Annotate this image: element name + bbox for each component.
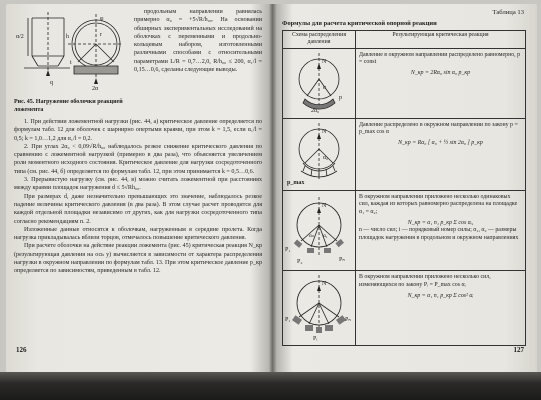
row-formula: N_кр = Rα₀ [ α₀ + ½ sin 2α₀ ] p_кр <box>398 140 483 147</box>
row-formula: N_кр = α₁ n₁ p_кр Σ cos² αᵢ <box>407 293 474 300</box>
reaction-cell-3 <box>356 191 526 271</box>
table-row <box>283 48 526 118</box>
paragraph-4: При размерах d, даже незначительно превышающих это значение, наблюдалось резкое падение величины критического давления (в два раза). В этом случае расчет проводится для каждой отдельной площадки независимо от других, как для нагрузки сосредоточенного типа согласно рекомендациям п. 2. <box>14 193 262 225</box>
column-header-reaction: Результирующая критическая реакция <box>356 31 526 49</box>
scheme-diagram-2 <box>283 118 356 190</box>
svg-text:N: N <box>322 58 327 65</box>
svg-text:Pₙ: Pₙ <box>345 317 351 324</box>
figure-caption: Рис. 45. Нагружение оболочки реакцией ложемента <box>14 99 123 113</box>
svg-text:α/2: α/2 <box>16 34 24 40</box>
reaction-cell-2 <box>356 118 526 190</box>
svg-text:αₙ: αₙ <box>309 233 315 240</box>
svg-text:P₂: P₂ <box>297 259 303 266</box>
svg-text:2α₀: 2α₀ <box>311 107 320 114</box>
page-number-right: 127 <box>513 346 524 354</box>
row-formula: N_кр = α₁ n₁ p_кр Σ cos αᵢ, <box>407 220 474 227</box>
intro-paragraph: продольным направлении равнялась примерно α₀ = +5√R/h₀₀. На основании обширных экспериментальных исследований на оболочках с переменными и продольно-кольцевым набором, изготовленными различными способами с относительными параметрами L/R = 0,7…2,0, R/h₀₀ ≤ 200, α₁/l = 0,15…0,6, сделаны следующие выводы. <box>134 9 262 74</box>
svg-text:Pₙ: Pₙ <box>339 257 345 264</box>
row-description: В окружном направлении приложено несколько одинаковых сил, каждая из которых равномерно распределена на площадке α₁ = α₂; <box>359 194 518 215</box>
row-description: Давление распределено в окружном направлении по закону p = p_max cos α <box>359 121 518 136</box>
svg-text:α₁: α₁ <box>323 233 328 240</box>
svg-text:N: N <box>322 281 327 288</box>
svg-text:α₀: α₀ <box>323 154 329 161</box>
svg-text:Pᵢ: Pᵢ <box>313 336 318 342</box>
reaction-cell-4 <box>356 271 526 345</box>
scan-bottom-edge <box>0 372 541 400</box>
svg-text:N: N <box>322 203 327 210</box>
scheme-diagram-4 <box>283 271 356 345</box>
svg-text:p_max: p_max <box>287 179 305 186</box>
svg-text:N: N <box>322 128 327 135</box>
paragraph-2: 2. При углах 2α₀ < 0,09√R/h₀₀ наблюдалось резкое снижение критического давления по сравнению с ложементной нагрузкой (примерно в два раза), что объясняется увеличением роли моментного исходного состояния. Критическое давление для нагрузки сосредоточенного типа (см. рис. 44, б) определяется по формулам табл. 12, при этом принимается k = 0,5…0,6. <box>14 143 262 175</box>
paragraph-1: 1. При действии ложементной нагрузки (рис. 44, а) критическое давление определяется по формулам табл. 12 для оболочек с шарнирно опертыми краями, при этом k = 1,5, если α₁/l = 0,5; k = 1,0…1,2 для α₁/l = 0,2. <box>14 119 262 142</box>
paragraph-5: Изложенные данные относятся к оболочкам, нагруженным в середине пролета. Когда нагрузка прикладывалась вблизи торцов, отмечалось повышение критического давления. <box>14 226 262 242</box>
svg-text:φ: φ <box>100 16 104 22</box>
svg-text:α: α <box>323 84 327 91</box>
paragraph-3: 3. Прерывистую нагрузку (см. рис. 44, в) можно считать ложементной при расстояниях между краями площадок нагружения d ≤ 5√Rh₀₀. <box>14 177 262 192</box>
svg-text:2α: 2α <box>92 86 99 92</box>
row-description: В окружном направлении приложено несколько сил, изменяющихся по закону Pᵢ = P_max cos αᵢ <box>359 274 491 288</box>
svg-text:p: p <box>339 94 342 101</box>
table-13 <box>282 30 526 346</box>
table-row <box>283 191 526 271</box>
page-number-left: 126 <box>16 346 27 354</box>
svg-text:r: r <box>100 32 102 38</box>
paragraph-6: При расчете оболочки на действие реакции ложемента (рис. 45) критическая реакция N_кр (результирующая давления на ось у) вычисляется в зависимости от характера распределения нагрузки в окружном направлении по формулам табл. 13. При этом критическое давление p_кр определяется по зависимостям, приведенным в табл. 12. <box>14 243 262 275</box>
svg-text:h: h <box>66 34 69 40</box>
scheme-diagram-3 <box>283 191 356 271</box>
left-page <box>12 6 264 368</box>
svg-text:P₁: P₁ <box>285 317 291 324</box>
figure-45 <box>14 8 124 96</box>
table-row <box>283 118 526 190</box>
svg-text:q: q <box>50 80 53 86</box>
row-note: n — число сил; i — порядковый номер силы; α₁, α₂ — размеры площадок нагружения в продольном и окружном направлениях <box>359 227 519 241</box>
table-header-row <box>283 31 526 49</box>
table-label: Таблица 13 <box>492 9 524 16</box>
scheme-diagram-1 <box>283 48 356 118</box>
body-text <box>14 118 262 276</box>
reaction-cell-1 <box>356 48 526 118</box>
row-description: Давление в окружном направлении распределено равномерно, p = const <box>359 51 521 65</box>
table-row <box>283 271 526 345</box>
column-header-scheme: Схема распределения давления <box>283 31 356 49</box>
svg-text:t: t <box>70 60 72 66</box>
row-formula: N_кр = 2Rα₀ sin α₀ p_кр <box>410 70 471 77</box>
intro-text <box>134 8 262 74</box>
table-title: Формулы для расчета критической опорной реакции <box>282 20 437 27</box>
svg-text:P₁: P₁ <box>285 247 291 254</box>
right-page <box>278 6 530 368</box>
